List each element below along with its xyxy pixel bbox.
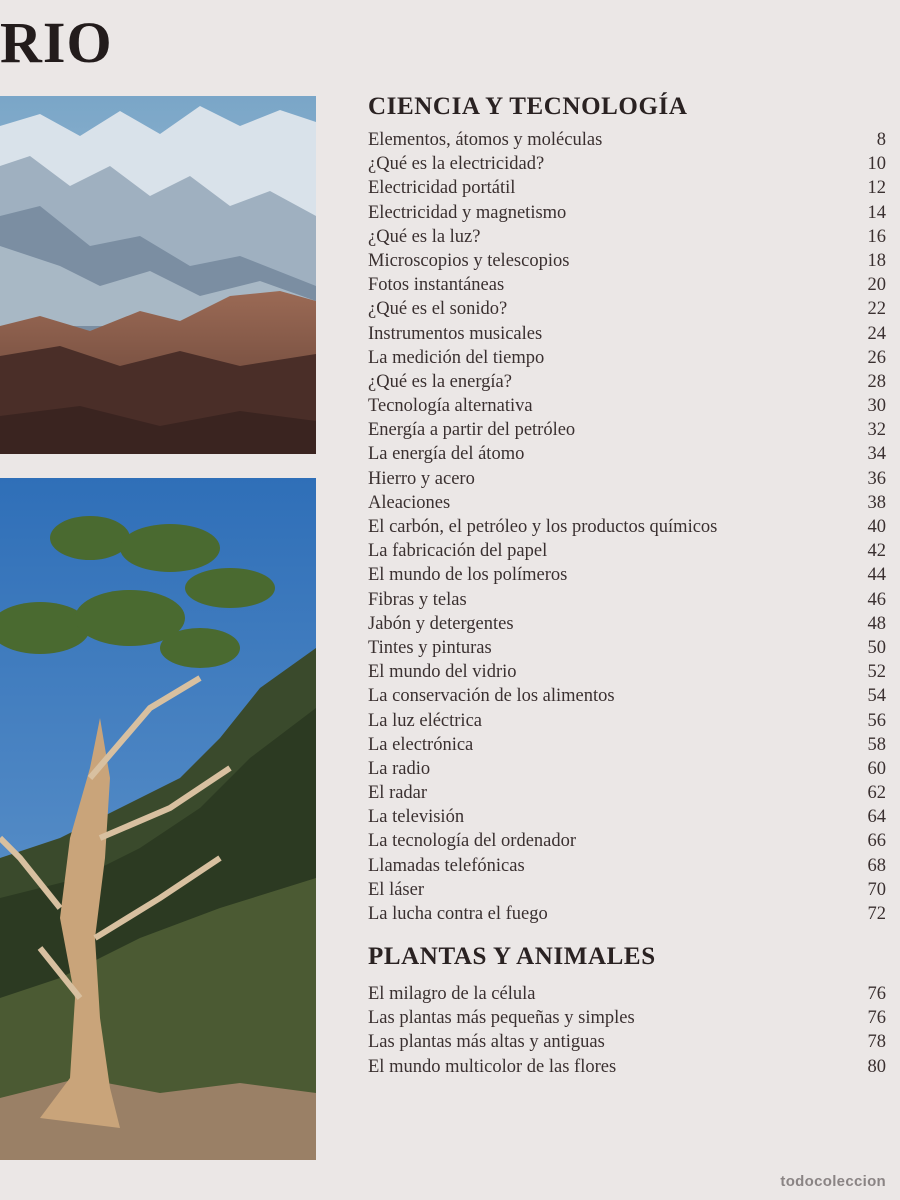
toc-entry-page-number: 20 [867,275,886,296]
toc-entry-title: La televisión [368,807,465,828]
toc-entry [368,249,886,273]
toc-entry-page-number: 26 [867,347,886,368]
toc-entry-page-number: 28 [867,371,886,392]
toc-entry-title: Fotos instantáneas [368,275,505,296]
toc-entry [368,297,886,321]
toc-entry [368,1030,886,1054]
toc-entry-title: ¿Qué es la luz? [368,226,481,247]
toc-entry [368,418,886,442]
toc-entry-title: La electrónica [368,734,474,755]
toc-entry-title: Electricidad y magnetismo [368,202,567,223]
watermark: todocoleccion [780,1173,886,1190]
mountain-landscape-photo [0,96,316,454]
bristlecone-pine-photo [0,478,316,1160]
toc-entry-page-number: 76 [867,1008,886,1029]
toc-entry-page-number: 22 [867,299,886,320]
toc-entry [368,829,886,853]
toc-entry-title: La tecnología del ordenador [368,831,577,852]
toc-list [368,982,886,1079]
toc-entry [368,225,886,249]
toc-entry-title: Microscopios y telescopios [368,250,570,271]
toc-entry-page-number: 38 [867,492,886,513]
toc-entry-title: La luz eléctrica [368,710,482,731]
toc-entry-page-number: 54 [867,686,886,707]
toc-entry-page-number: 36 [867,468,886,489]
toc-entry-title: La lucha contra el fuego [368,904,548,924]
toc-entry [368,394,886,418]
toc-entry-page-number: 18 [867,250,886,271]
toc-entry-title: Llamadas telefónicas [368,855,525,876]
page-title: RIO [0,10,113,75]
toc-entry-page-number: 14 [867,202,886,223]
toc-entry [368,1006,886,1030]
toc-list [368,128,886,926]
toc-entry-page-number: 78 [867,1032,886,1053]
toc-entry [368,201,886,225]
toc-entry-page-number: 66 [867,831,886,852]
toc-entry-page-number: 30 [867,396,886,417]
toc-entry-page-number: 52 [867,662,886,683]
toc-entry-page-number: 64 [867,807,886,828]
section-heading: PLANTAS Y ANIMALES [368,943,656,970]
toc-entry-title: Hierro y acero [368,468,475,489]
toc-entry [368,152,886,176]
toc-entry-page-number: 72 [867,904,886,924]
toc-entry-title: El mundo de los polímeros [368,565,568,586]
toc-entry-title: Energía a partir del petróleo [368,420,576,441]
toc-entry-title: Las plantas más altas y antiguas [368,1032,605,1053]
toc-entry-page-number: 68 [867,855,886,876]
toc-entry [368,757,886,781]
toc-entry-title: La radio [368,758,431,779]
toc-entry-page-number: 56 [867,710,886,731]
toc-entry-page-number: 46 [867,589,886,610]
toc-entry-title: La fabricación del papel [368,541,548,562]
toc-entry-title: ¿Qué es la electricidad? [368,154,545,175]
toc-entry [368,781,886,805]
toc-entry [368,612,886,636]
toc-entry-title: La conservación de los alimentos [368,686,615,707]
toc-entry [368,878,886,902]
toc-entry [368,636,886,660]
toc-entry [368,370,886,394]
toc-entry-title: Aleaciones [368,492,451,513]
toc-entry-title: El radar [368,783,428,804]
toc-entry [368,467,886,491]
toc-entry [368,660,886,684]
toc-entry-page-number: 58 [867,734,886,755]
section-heading: CIENCIA Y TECNOLOGÍA [368,93,688,120]
toc-entry-page-number: 60 [867,758,886,779]
toc-entry [368,733,886,757]
toc-entry-page-number: 10 [867,154,886,175]
toc-entry-page-number: 24 [867,323,886,344]
toc-entry-page-number: 70 [867,879,886,900]
toc-entry-title: Tecnología alternativa [368,396,533,417]
toc-entry [368,684,886,708]
toc-entry-page-number: 80 [867,1056,886,1077]
toc-entry-title: ¿Qué es el sonido? [368,299,508,320]
toc-entry-title: Fibras y telas [368,589,467,610]
toc-entry-page-number: 76 [867,984,886,1004]
toc-entry [368,588,886,612]
toc-entry-title: Tintes y pinturas [368,637,492,658]
toc-entry [368,805,886,829]
toc-entry [368,854,886,878]
toc-entry [368,539,886,563]
toc-entry-page-number: 40 [867,517,886,537]
toc-entry-page-number: 12 [867,178,886,199]
toc-entry-page-number: 62 [867,783,886,804]
toc-entry-title: Instrumentos musicales [368,323,543,344]
toc-entry-title: ¿Qué es la energía? [368,371,512,392]
toc-entry [368,442,886,466]
toc-entry [368,709,886,733]
toc-entry [368,322,886,346]
toc-entry-page-number: 32 [867,420,886,441]
toc-entry-page-number: 50 [867,637,886,658]
toc-entry-title: El mundo del vidrio [368,662,517,683]
toc-entry [368,346,886,370]
toc-entry [368,1055,886,1079]
toc-entry [368,563,886,587]
toc-entry [368,273,886,297]
toc-entry-page-number: 34 [867,444,886,465]
toc-entry-title: El carbón, el petróleo y los productos químicos [368,517,718,537]
toc-entry-title: La energía del átomo [368,444,525,465]
toc-entry-title: Elementos, átomos y moléculas [368,130,603,150]
toc-entry-title: Jabón y detergentes [368,613,514,634]
toc-entry-title: Electricidad portátil [368,178,516,199]
toc-entry [368,128,886,152]
toc-entry-page-number: 8 [876,130,886,150]
toc-entry-page-number: 48 [867,613,886,634]
toc-entry-page-number: 42 [867,541,886,562]
toc-entry [368,515,886,539]
toc-entry-page-number: 44 [867,565,886,586]
toc-entry-title: El milagro de la célula [368,984,536,1004]
toc-entry-title: El mundo multicolor de las flores [368,1056,617,1077]
toc-entry-title: Las plantas más pequeñas y simples [368,1008,635,1029]
toc-entry [368,982,886,1006]
toc-entry [368,902,886,926]
toc-entry [368,491,886,515]
toc-entry-title: El láser [368,879,424,900]
toc-entry [368,176,886,200]
toc-entry-page-number: 16 [867,226,886,247]
toc-entry-title: La medición del tiempo [368,347,545,368]
